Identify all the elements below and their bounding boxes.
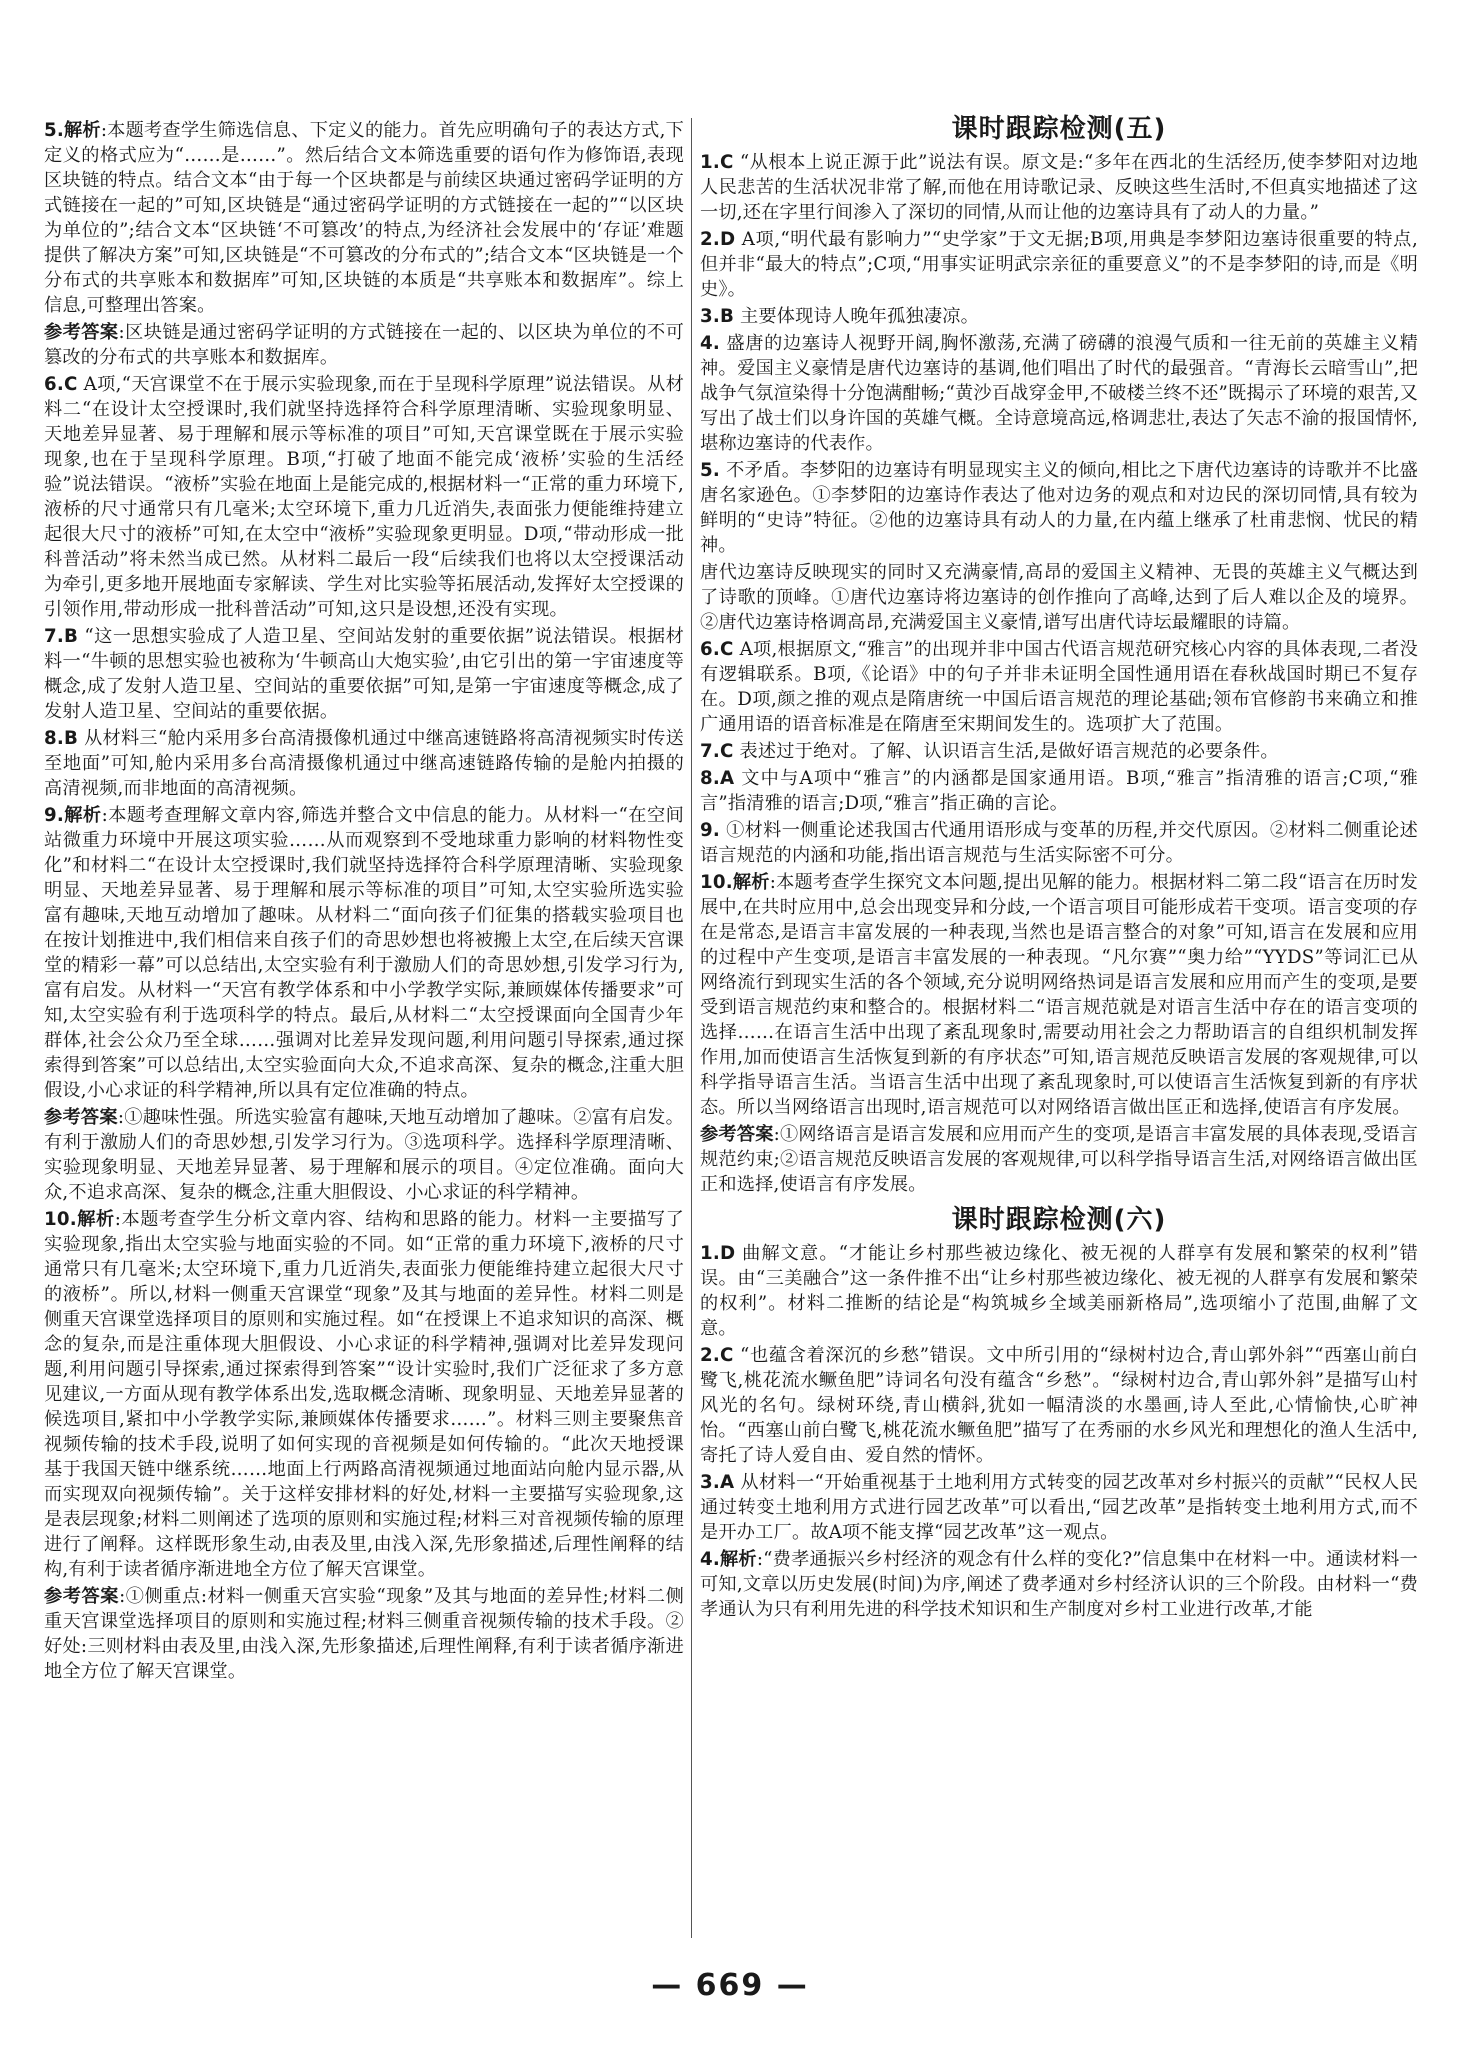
item-text: A项,“天宫课堂不在于展示实验现象,而在于呈现科学原理”说法错误。从材料二“在设计太空授课时,我们就坚持选择符合科学原理清晰、实验现象明显、天地差异显著、易于理解和展示等标准的项目”可知,天宫课堂既在于展示实验现象,也在于呈现科学原理。B项,“打破了地面不能完成‘液桥’实验的生活经验”说法错误。“液桥”实验在地面上是能完成的,根据材料一“正常的重力环境下,液桥的尺寸通常只有几毫米;太空环境下,重力几近消失,表面张力便能维持建立起很大尺寸的液桥”可知,在太空中“液桥”实验现象更明显。D项,“带动形成一批科普活动”将未然当成已然。从材料二最后一段“后续我们也将以太空授课活动为牵引,更多地开展地面专家解读、学生对比实验等拓展活动,发挥好太空授课的引领作用,带动形成一批科普活动”可知,这只是设想,还没有实现。 bbox=[44, 374, 684, 620]
item-number: 2.D bbox=[700, 229, 736, 250]
item-number: 3.A bbox=[700, 1472, 735, 1493]
left-column bbox=[44, 118, 684, 1686]
page-number: — 669 — bbox=[651, 1968, 809, 2003]
item-text: “也蕴含着深沉的乡愁”错误。文中所引用的“绿树村边合,青山郭外斜”“西塞山前白鹭飞,桃花流水鳜鱼肥”诗词名句没有蕴含“乡愁”。“绿树村边合,青山郭外斜”是描写山村风光的名句。绿树环绕,青山横斜,犹如一幅清淡的水墨画,诗人至此,心情愉快,心旷神怡。“西塞山前白鹭飞,桃花流水鳜鱼肥”描写了在秀丽的水乡风光和理想化的渔人生活中,寄托了诗人爱自由、爱自然的情怀。 bbox=[700, 1345, 1418, 1466]
item-label: 解析 bbox=[63, 120, 101, 141]
item-text: 盛唐的边塞诗人视野开阔,胸怀激荡,充满了磅礴的浪漫气质和一往无前的英雄主义精神。爱国主义豪情是唐代边塞诗的基调,他们唱出了时代的最强音。“青海长云暗雪山”,把战争气氛渲染得十分饱满酣畅;“黄沙百战穿金甲,不破楼兰终不还”既揭示了环境的艰苦,又写出了战士们以身许国的英雄气概。全诗意境高远,格调悲壮,表达了矢志不渝的报国情怀,堪称边塞诗的代表作。 bbox=[700, 333, 1418, 454]
item-label: 解析 bbox=[719, 1549, 757, 1570]
item-text: “这一思想实验成了人造卫星、空间站发射的重要依据”说法错误。根据材料一“牛顿的思想实验也被称为‘牛顿高山大炮实验’,由它引出的第一宇宙速度等概念,成了发射人造卫星、空间站的重要依据”可知,是第一宇宙速度等概念,成了发射人造卫星、空间站的重要依据。 bbox=[44, 626, 684, 722]
item-text: 表述过于绝对。了解、认识语言生活,是做好语言规范的必要条件。 bbox=[733, 741, 1279, 762]
question-item bbox=[700, 1241, 1418, 1341]
question-item bbox=[44, 372, 684, 622]
item-text: ①材料一侧重论述我国古代通用语形成与变革的历程,并交代原因。②材料二侧重论述语言规范的内涵和功能,指出语言规范与生活实际密不可分。 bbox=[700, 820, 1418, 866]
question-item bbox=[700, 818, 1418, 868]
item-number: 1.D bbox=[700, 1243, 736, 1264]
section-5-items bbox=[700, 150, 1418, 1197]
item-number: 1.C bbox=[700, 152, 734, 173]
section-title-6: 课时跟踪检测(六) bbox=[951, 1205, 1167, 1235]
question-item bbox=[700, 1547, 1418, 1622]
answer-paragraph bbox=[44, 1584, 684, 1684]
question-item bbox=[700, 560, 1418, 635]
right-column bbox=[700, 114, 1418, 1624]
question-item bbox=[44, 624, 684, 724]
item-number: 5. bbox=[44, 120, 64, 141]
item-label: 参考答案 bbox=[44, 1586, 120, 1607]
answer-paragraph bbox=[44, 1105, 684, 1205]
item-label: 解析 bbox=[732, 872, 770, 893]
item-text: :本题考查学生探究文本问题,提出见解的能力。根据材料二第二段“语言在历时发展中,在共时应用中,总会出现变异和分歧,一个语言项目可能形成若干变项。语言变项的存在是常态,是语言丰富发展的一种表现,当然也是语言整合的对象”可知,语言在发展和应用的过程中产生变项,是语言丰富发展的一种表现。“凡尔赛”“奥力给”“YYDS”等词汇已从网络流行到现实生活的各个领域,充分说明网络热词是语言发展和应用而产生的变项,是要受到语言规范约束和整合的。根据材料二“语言规范就是对语言生活中存在的语言变项的选择……在语言生活中出现了紊乱现象时,需要动用社会之力帮助语言的自组织机制发挥作用,加而使语言生活恢复到新的有序状态”可知,语言规范反映语言发展的客观规律,可以科学指导语言生活。当语言生活中出现了紊乱现象时,可以使语言生活恢复到新的有序状态。所以当网络语言出现时,语言规范可以对网络语言做出匡正和选择,使语言有序发展。 bbox=[700, 872, 1418, 1118]
item-text: :“费孝通振兴乡村经济的观念有什么样的变化?”信息集中在材料一中。通读材料一可知,文章以历史发展(时间)为序,阐述了费孝通对乡村经济认识的三个阶段。由材料一“费孝通认为只有利用先进的科学技术知识和生产制度对乡村工业进行改革,才能 bbox=[700, 1549, 1418, 1620]
question-item bbox=[700, 458, 1418, 558]
item-label: 解析 bbox=[63, 805, 102, 826]
question-item bbox=[44, 803, 684, 1103]
item-text: “从根本上说正源于此”说法有误。原文是:“多年在西北的生活经历,使李梦阳对边地人民悲苦的生活状况非常了解,而他在用诗歌记录、反映这些生活时,不但真实地描述了这一切,还在字里行间渗入了深切的同情,从而让他的边塞诗具有了动人的力量。” bbox=[700, 152, 1418, 223]
question-item bbox=[44, 726, 684, 801]
question-item bbox=[700, 227, 1418, 302]
item-number: 4. bbox=[700, 1549, 720, 1570]
item-text: 从材料三“舱内采用多台高清摄像机通过中继高速链路将高清视频实时传送至地面”可知,舱内采用多台高清摄像机通过中继高速链路传输的是舱内拍摄的高清视频,而非地面的高清视频。 bbox=[44, 728, 684, 799]
question-item bbox=[700, 1470, 1418, 1545]
item-label: 参考答案 bbox=[44, 322, 119, 343]
item-number: 9. bbox=[44, 805, 64, 826]
item-text: 曲解文意。“才能让乡村那些被边缘化、被无视的人群享有发展和繁荣的权利”错误。由“三美融合”这一条件推不出“让乡村那些被边缘化、被无视的人群享有发展和繁荣的权利”。材料二推断的结论是“构筑城乡全域美丽新格局”,选项缩小了范围,曲解了文意。 bbox=[700, 1243, 1418, 1339]
item-text: :①侧重点:材料一侧重天宫实验“现象”及其与地面的差异性;材料二侧重天宫课堂选择项目的原则和实施过程;材料三侧重音视频传输的技术手段。②好处:三则材料由表及里,由浅入深,先形象描述,后理性阐释,有利于读者循序渐进地全方位了解天宫课堂。 bbox=[44, 1586, 684, 1682]
column-divider bbox=[691, 118, 692, 1938]
item-number: 4. bbox=[700, 333, 720, 354]
item-text: :①趣味性强。所选实验富有趣味,天地互动增加了趣味。②富有启发。有利于激励人们的奇思妙想,引发学习行为。③选项科学。选择科学原理清晰、实验现象明显、天地差异显著、易于理解和展示的项目。④定位准确。面向大众,不追求高深、复杂的概念,注重大胆假设、小心求证的科学精神。 bbox=[44, 1107, 684, 1203]
item-text: :本题考查理解文章内容,筛选并整合文中信息的能力。从材料一“在空间站微重力环境中开展这项实验……从而观察到不受地球重力影响的材料物性变化”和材料二“在设计太空授课时,我们就坚持选择符合科学原理清晰、实验现象明显、天地差异显著、易于理解和展示等标准的项目”可知,太空实验所选实验富有趣味,天地互动增加了趣味。从材料二“面向孩子们征集的搭载实验项目也在按计划推进中,我们相信来自孩子们的奇思妙想也将被搬上太空,在后续天宫课堂的精彩一幕”可以总结出,太空实验有利于激励人们的奇思妙想,引发学习行为,富有启发。从材料一“天宫有教学体系和中小学教学实际,兼顾媒体传播要求”可知,太空实验有利于选项科学的特点。最后,从材料二“太空授课面向全国青少年群体,社会公众乃至全球……强调对比差异发现问题,利用问题引导探索,通过探索得到答案”可以总结出,太空实验面向大众,不追求高深、复杂的概念,注重大胆假设,小心求证的科学精神,所以具有定位准确的特点。 bbox=[44, 805, 684, 1101]
item-text: 唐代边塞诗反映现实的同时又充满豪情,高昂的爱国主义精神、无畏的英雄主义气概达到了诗歌的顶峰。①唐代边塞诗将边塞诗的创作推向了高峰,达到了后人难以企及的境界。②唐代边塞诗格调高昂,充满爱国主义豪情,谱写出唐代诗坛最耀眼的诗篇。 bbox=[700, 562, 1418, 633]
item-number: 7.B bbox=[44, 626, 79, 647]
question-item bbox=[700, 739, 1418, 764]
section-title-5: 课时跟踪检测(五) bbox=[951, 114, 1167, 144]
question-item bbox=[700, 331, 1418, 456]
section-6-items bbox=[700, 1241, 1418, 1622]
item-number: 10. bbox=[700, 872, 733, 893]
item-number: 8.B bbox=[44, 728, 79, 749]
item-number: 2.C bbox=[700, 1345, 734, 1366]
item-text: A项,根据原文,“雅言”的出现并非中国古代语言规范研究核心内容的具体表现,二者没有逻辑联系。B项,《论语》中的句子并非未证明全国性通用语在春秋战国时期已不复存在。D项,颜之推的观点是隋唐统一中国后语言规范的理论基础;领布官修韵书来确立和推广通用语的语音标准是在隋唐至宋期间发生的。选项扩大了范围。 bbox=[700, 639, 1418, 735]
item-label: 参考答案 bbox=[700, 1124, 774, 1145]
question-item bbox=[700, 1343, 1418, 1468]
answer-paragraph bbox=[700, 1122, 1418, 1197]
item-number: 9. bbox=[700, 820, 720, 841]
item-text: 不矛盾。李梦阳的边塞诗有明显现实主义的倾向,相比之下唐代边塞诗的诗歌并不比盛唐名家逊色。①李梦阳的边塞诗作表达了他对边务的观点和对边民的深切同情,具有较为鲜明的“史诗”特征。②他的边塞诗具有动人的力量,在内蕴上继承了杜甫悲悯、忧民的精神。 bbox=[700, 460, 1418, 556]
item-text: :区块链是通过密码学证明的方式链接在一起的、以区块为单位的不可篡改的分布式的共享账本和数据库。 bbox=[44, 322, 684, 368]
item-text: :本题考查学生筛选信息、下定义的能力。首先应明确句子的表达方式,下定义的格式应为“……是……”。然后结合文本筛选重要的语句作为修饰语,表现区块链的特点。结合文本“由于每一个区块都是与前续区块通过密码学证明的方式链接在一起的”可知,区块链是“通过密码学证明的方式链接在一起的”“以区块为单位的”;结合文本“区块链‘不可篡改’的特点,为经济社会发展中的‘存证’难题提供了解决方案”可知,区块链是“不可篡改的分布式的”;结合文本“区块链是一个分布式的共享账本和数据库”可知,区块链的本质是“共享账本和数据库”。综上信息,可整理出答案。 bbox=[44, 120, 684, 316]
item-text: :本题考查学生分析文章内容、结构和思路的能力。材料一主要描写了实验现象,指出太空实验与地面实验的不同。如“正常的重力环境下,液桥的尺寸通常只有几毫米;太空环境下,重力几近消失,表面张力便能维持建立起很大尺寸的液桥”。所以,材料一侧重天宫课堂“现象”及其与地面的差异性。材料二则是侧重天宫课堂选择项目的原则和实施过程。如“在授课上不追求知识的高深、概念的复杂,而是注重体现大胆假设、小心求证的科学精神,强调对比差异发现问题,利用问题引导探索,通过探索得到答案”“设计实验时,我们广泛征求了多方意见建议,一方面从现有教学体系出发,选取概念清晰、现象明显、天地差异显著的候选项目,紧扣中小学教学实际,兼顾媒体传播要求……”。材料三则主要聚焦音视频传输的技术手段,说明了如何实现的音视频是如何传输的。“此次天地授课基于我国天链中继系统……地面上行两路高清视频通过地面站向舱内显示器,从而实现双向视频传输”。关于这样安排材料的好处,材料一主要描写实验现象,这是表层现象;材料二则阐述了选项的原则和实施过程;材料三对音视频传输的原理进行了阐释。这样既形象生动,由表及里,由浅入深,先形象描述,后理性阐释的结构,有利于读者循序渐进地全方位了解天宫课堂。 bbox=[44, 1209, 684, 1580]
item-number: 8.A bbox=[700, 768, 735, 789]
question-item bbox=[44, 118, 684, 318]
item-number: 10. bbox=[44, 1209, 77, 1230]
question-item bbox=[700, 304, 1418, 329]
item-number: 3.B bbox=[700, 306, 735, 327]
question-item bbox=[700, 870, 1418, 1120]
item-number: 6.C bbox=[44, 374, 78, 395]
question-item bbox=[700, 150, 1418, 225]
item-label: 参考答案 bbox=[44, 1107, 118, 1128]
question-item bbox=[700, 766, 1418, 816]
item-text: 主要体现诗人晚年孤独凄凉。 bbox=[734, 306, 980, 327]
item-text: 从材料一“开始重视基于土地利用方式转变的园艺改革对乡村振兴的贡献”“民权人民通过转变土地利用方式进行园艺改革”可以看出,“园艺改革”是指转变土地利用方式,而不是开办工厂。故A项不能支撑“园艺改革”这一观点。 bbox=[700, 1472, 1418, 1543]
item-text: A项,“明代最有影响力”“史学家”于文无据;B项,用典是李梦阳边塞诗很重要的特点,但并非“最大的特点”;C项,“用事实证明武宗亲征的重要意义”的不是李梦阳的诗,而是《明史》。 bbox=[700, 229, 1418, 300]
question-item bbox=[44, 1207, 684, 1582]
item-text: 文中与A项中“雅言”的内涵都是国家通用语。B项,“雅言”指清雅的语言;C项,“雅言”指清雅的语言;D项,“雅言”指正确的言论。 bbox=[700, 768, 1418, 814]
answer-paragraph bbox=[44, 320, 684, 370]
question-item bbox=[700, 637, 1418, 737]
item-number: 5. bbox=[700, 460, 720, 481]
item-text: :①网络语言是语言发展和应用而产生的变项,是语言丰富发展的具体表现,受语言规范约束;②语言规范反映语言发展的客观规律,可以科学指导语言生活,对网络语言做出匡正和选择,使语言有序发展。 bbox=[700, 1124, 1418, 1195]
item-number: 6.C bbox=[700, 639, 734, 660]
item-number: 7.C bbox=[700, 741, 734, 762]
item-label: 解析 bbox=[76, 1209, 115, 1230]
